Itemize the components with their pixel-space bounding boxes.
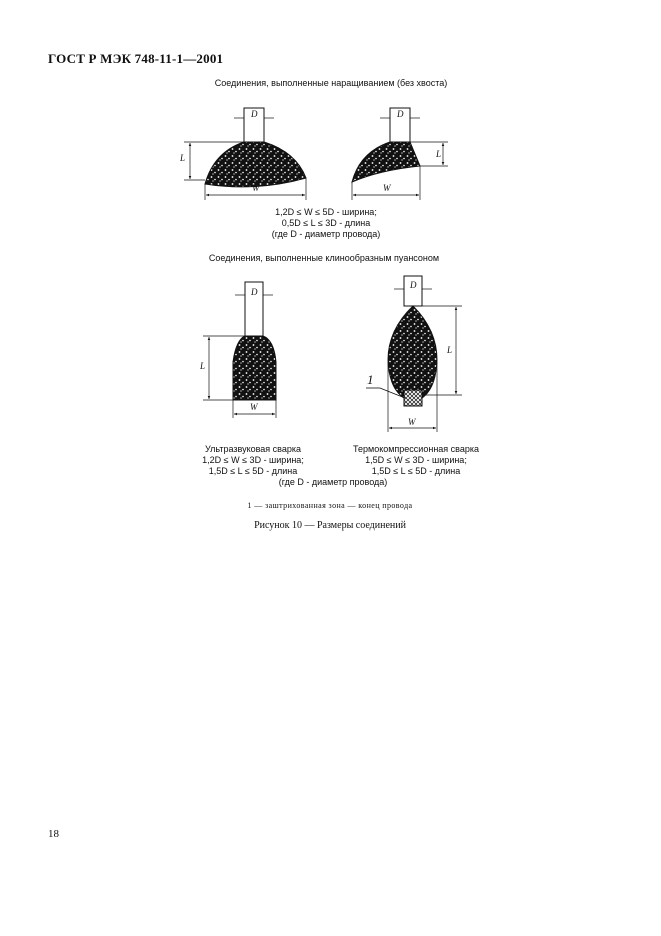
bond-drawing-asymmetric	[352, 108, 448, 200]
caption-ultrasonic: Ультразвуковая сварка	[204, 444, 302, 454]
bond-drawing-ultrasonic	[203, 282, 276, 418]
caption-thermocompression: Термокомпрессионная сварка	[353, 444, 479, 454]
dim-label-l: L	[200, 361, 206, 371]
thermocompression-length: 1,5D ≤ L ≤ 5D - длина	[371, 466, 461, 476]
thermocompression-width: 1,5D ≤ W ≤ 3D - ширина;	[365, 455, 467, 465]
ultrasonic-width: 1,2D ≤ W ≤ 3D - ширина;	[202, 455, 304, 465]
page-number: 18	[48, 828, 59, 840]
ultrasonic-length: 1,5D ≤ L ≤ 5D - длина	[208, 466, 298, 476]
dim-label-w: W	[250, 402, 258, 412]
dim-label-d: D	[410, 280, 417, 290]
callout-number: 1	[367, 372, 374, 387]
formula-length: 0,5D ≤ L ≤ 3D - длина	[281, 218, 371, 228]
dim-label-d: D	[251, 287, 258, 297]
dim-label-l: L	[447, 345, 453, 355]
document-header: ГОСТ Р МЭК 748-11-1—2001	[48, 51, 224, 66]
figure-legend: 1 — заштрихованная зона — конец провода	[247, 501, 413, 510]
dim-label-l: L	[180, 153, 186, 163]
bond-drawing-symmetric	[184, 108, 306, 200]
dim-label-l: L	[436, 149, 442, 159]
section1-title: Соединения, выполненные наращиванием (без хвоста)	[214, 78, 448, 88]
formula-note: (где D - диаметр провода)	[271, 229, 381, 239]
dim-label-d: D	[397, 109, 404, 119]
section2-note: (где D - диаметр провода)	[278, 477, 388, 487]
dim-label-w: W	[408, 417, 416, 427]
dim-label-d: D	[251, 109, 258, 119]
dim-label-w: W	[252, 183, 260, 193]
dim-label-w: W	[383, 183, 391, 193]
formula-width: 1,2D ≤ W ≤ 5D - ширина;	[275, 207, 377, 217]
section2-title: Соединения, выполненные клинообразным пуансоном	[208, 253, 440, 263]
figure-caption: Рисунок 10 — Размеры соединений	[254, 520, 406, 531]
